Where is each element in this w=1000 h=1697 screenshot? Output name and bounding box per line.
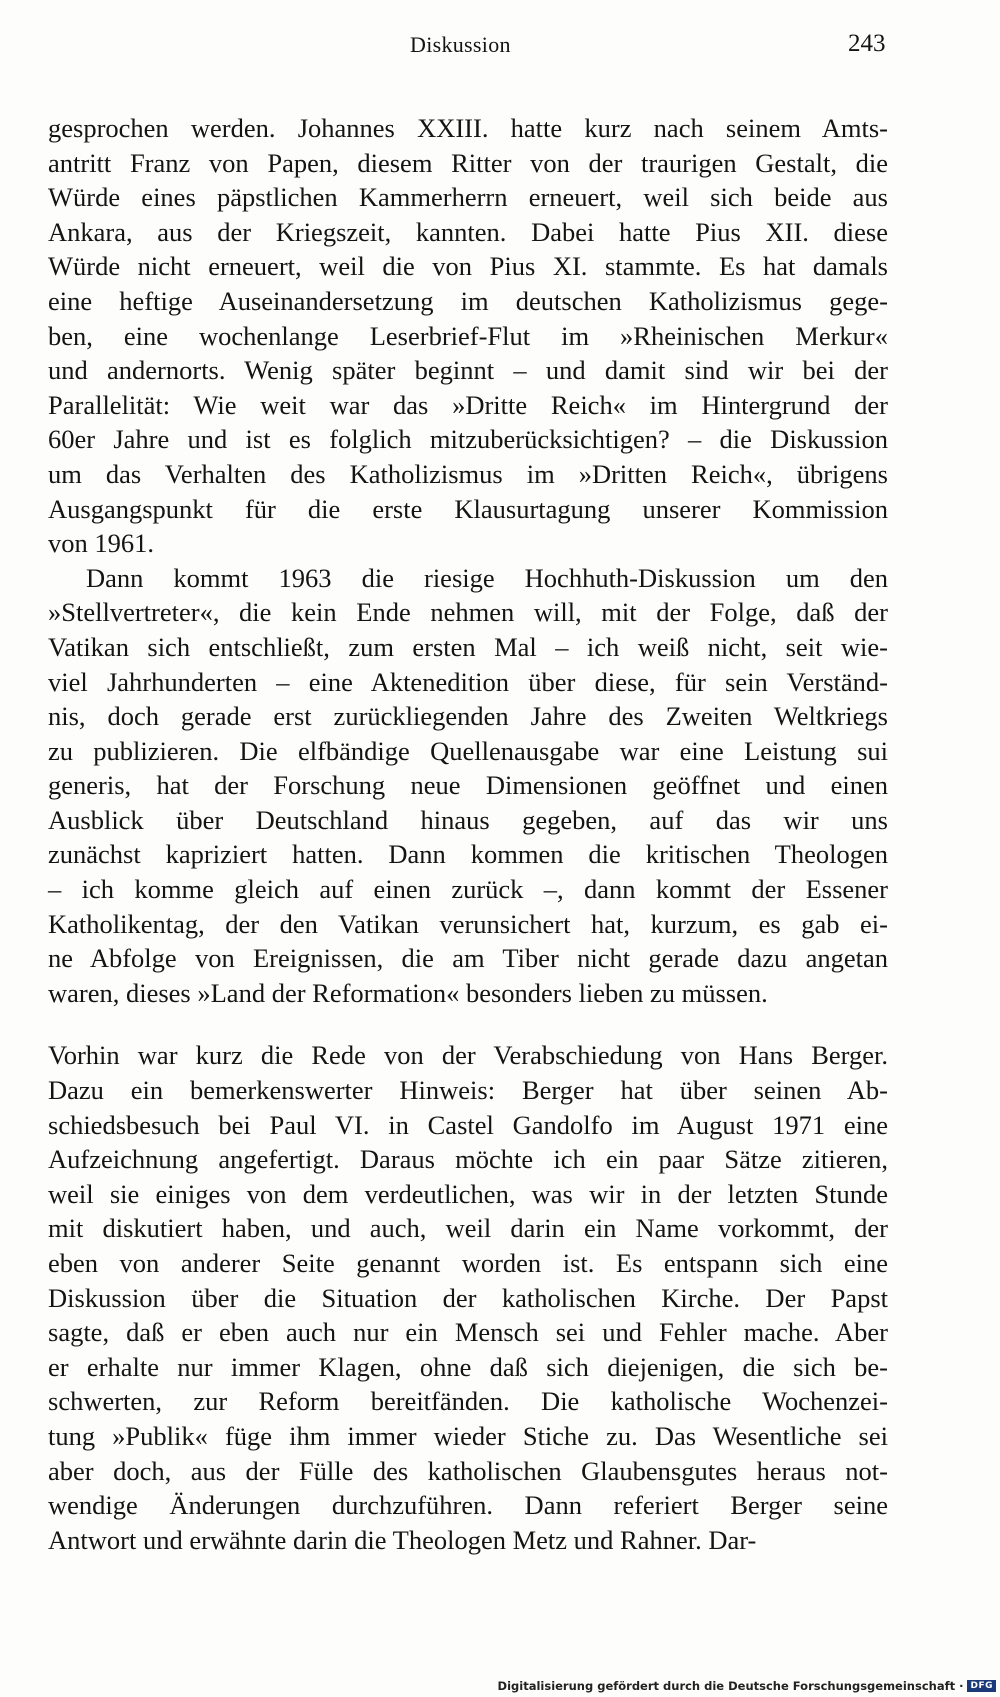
text-line: mit diskutiert haben, und auch, weil darin ein Name vorkommt, der bbox=[48, 1213, 888, 1244]
text-line: Dann kommt 1963 die riesige Hochhuth-Diskussion um den bbox=[86, 562, 888, 593]
dfg-logo-icon: DFG bbox=[967, 1680, 996, 1692]
text-line: aber doch, aus der Fülle des katholischen Glaubensgutes heraus not- bbox=[48, 1455, 888, 1486]
text-line: Würde nicht erneuert, weil die von Pius XI. stammte. Es hat damals bbox=[48, 251, 888, 282]
paragraph-1 bbox=[48, 111, 888, 561]
text-line: wendige Änderungen durchzuführen. Dann referiert Berger seine bbox=[48, 1490, 888, 1521]
text-line: zu publizieren. Die elfbändige Quellenausgabe war eine Leistung sui bbox=[48, 735, 888, 766]
text-line: Ankara, aus der Kriegszeit, kannten. Dabei hatte Pius XII. diese bbox=[48, 216, 888, 247]
text-line: viel Jahrhunderten – eine Aktenedition über diese, für sein Verständ- bbox=[48, 666, 888, 697]
text-line: weil sie einiges von dem verdeutlichen, was wir in der letzten Stunde bbox=[48, 1178, 888, 1209]
text-line: waren, dieses »Land der Reformation« besonders lieben zu müssen. bbox=[48, 977, 768, 1008]
text-line: – ich komme gleich auf einen zurück –, dann kommt der Essener bbox=[48, 874, 888, 905]
text-line: Vatikan sich entschließt, zum ersten Mal – ich weiß nicht, seit wie- bbox=[48, 631, 888, 662]
page-number: 243 bbox=[848, 30, 886, 57]
text-line: Antwort und erwähnte darin die Theologen Metz und Rahner. Dar- bbox=[48, 1524, 757, 1555]
digitization-footer bbox=[498, 1679, 996, 1693]
text-line: zunächst kapriziert hatten. Dann kommen die kritischen Theologen bbox=[48, 839, 888, 870]
text-line: ne Abfolge von Ereignissen, die am Tiber nicht gerade dazu angetan bbox=[48, 943, 888, 974]
text-line: schiedsbesuch bei Paul VI. in Castel Gandolfo im August 1971 eine bbox=[48, 1109, 888, 1140]
text-line: Diskussion über die Situation der katholischen Kirche. Der Papst bbox=[48, 1282, 888, 1313]
text-line: schwerten, zur Reform bereitfänden. Die katholische Wochenzei- bbox=[48, 1386, 888, 1417]
text-line: Katholikentag, der den Vatikan verunsichert hat, kurzum, es gab ei- bbox=[48, 908, 888, 939]
body-text bbox=[48, 111, 888, 1557]
text-line: tung »Publik« füge ihm immer wieder Stiche zu. Das Wesentliche sei bbox=[48, 1420, 888, 1451]
text-line: nis, doch gerade erst zurückliegenden Jahre des Zweiten Weltkriegs bbox=[48, 701, 888, 732]
footer-credit: Digitalisierung gefördert durch die Deutsche Forschungsgemeinschaft · bbox=[497, 1679, 964, 1693]
text-line: Würde eines päpstlichen Kammerherrn erneuert, weil sich beide aus bbox=[48, 182, 888, 213]
text-line: gesprochen werden. Johannes XXIII. hatte kurz nach seinem Amts- bbox=[48, 113, 888, 143]
text-line: antritt Franz von Papen, diesem Ritter von der traurigen Gestalt, die bbox=[48, 147, 888, 178]
text-line: Ausblick über Deutschland hinaus gegeben, auf das wir uns bbox=[48, 804, 888, 835]
text-line: eben von anderer Seite genannt worden ist. Es entspann sich eine bbox=[48, 1248, 888, 1278]
text-line: Dazu ein bemerkenswerter Hinweis: Berger hat über seinen Ab- bbox=[48, 1075, 888, 1106]
text-line: generis, hat der Forschung neue Dimensionen geöffnet und einen bbox=[48, 770, 888, 801]
text-line: und andernorts. Wenig später beginnt – und damit sind wir bei der bbox=[48, 355, 888, 386]
text-line: sagte, daß er eben auch nur ein Mensch sei und Fehler mache. Aber bbox=[48, 1317, 888, 1348]
text-line: er erhalte nur immer Klagen, ohne daß sich diejenigen, die sich be- bbox=[48, 1351, 888, 1382]
text-line: von 1961. bbox=[48, 528, 154, 559]
text-line: Vorhin war kurz die Rede von der Verabschiedung von Hans Berger. bbox=[48, 1040, 888, 1071]
text-line: »Stellvertreter«, die kein Ende nehmen will, mit der Folge, daß der bbox=[48, 597, 888, 628]
text-line: um das Verhalten des Katholizismus im »Dritten Reich«, übrigens bbox=[48, 458, 888, 489]
text-line: Aufzeichnung angefertigt. Daraus möchte ich ein paar Sätze zitieren, bbox=[48, 1144, 888, 1175]
text-line: eine heftige Auseinandersetzung im deutschen Katholizismus gege- bbox=[48, 285, 888, 316]
running-head bbox=[0, 30, 1000, 64]
paragraph-2 bbox=[48, 561, 888, 1011]
text-line: Parallelität: Wie weit war das »Dritte Reich« im Hintergrund der bbox=[48, 389, 888, 420]
paragraph-3 bbox=[48, 1038, 888, 1557]
text-line: 60er Jahre und ist es folglich mitzuberücksichtigen? – die Diskussion bbox=[48, 424, 888, 455]
text-line: Ausgangspunkt für die erste Klausurtagung unserer Kommission bbox=[48, 493, 888, 524]
running-title: Diskussion bbox=[410, 32, 511, 57]
text-line: ben, eine wochenlange Leserbrief-Flut im »Rheinischen Merkur« bbox=[48, 320, 888, 351]
paragraph-gap bbox=[48, 1010, 888, 1038]
